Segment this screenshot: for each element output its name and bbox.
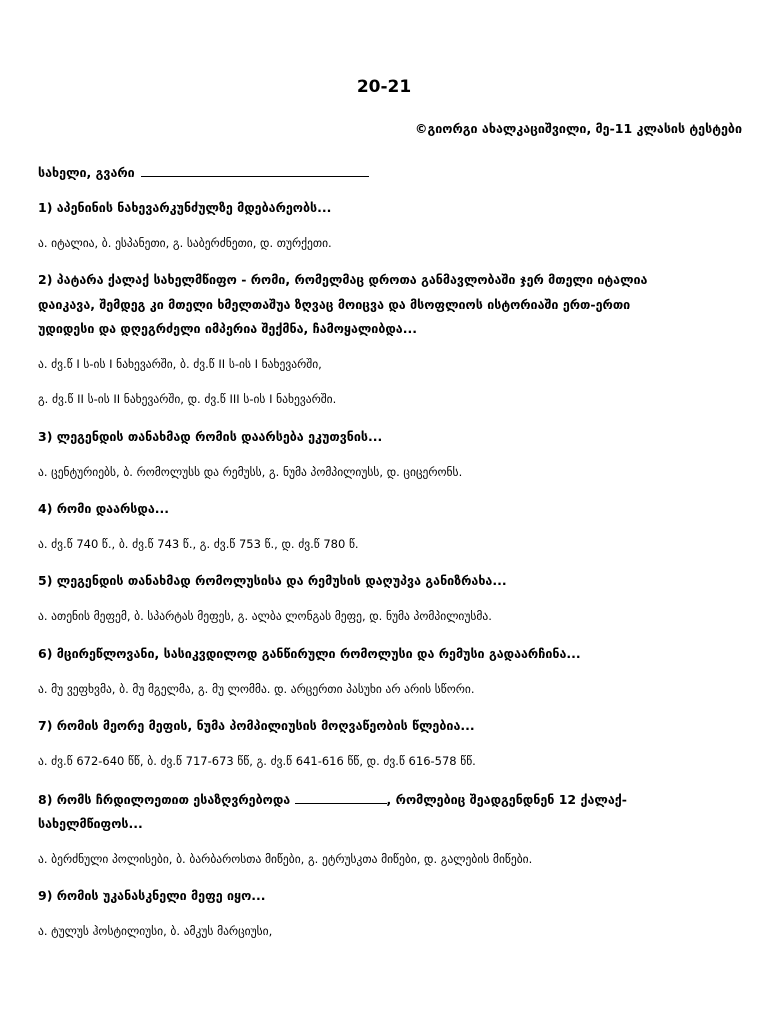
- question-6: 6) მცირეწლოვანი, სასიკვდილოდ განწირული რომოლუსი და რემუსი გადაარჩინა...: [38, 646, 581, 661]
- question-1: 1) აპენინის ნახევარკუნძულზე მდებარეობს...: [38, 200, 332, 215]
- question-3: 3) ლეგენდის თანახმად რომის დაარსება ეკუთვნის...: [38, 429, 383, 444]
- answers-5: ა. ათენის მეფემ, ბ. სპარტას მეფეს, გ. ალბა ლონგას მეფე, დ. ნუმა პომპილიუსმა.: [38, 609, 492, 623]
- question-8-part-1: 8) რომს ჩრდილოეთით ესაზღვრებოდა: [38, 792, 291, 807]
- answers-8: ა. ბერძნული პოლისები, ბ. ბარბაროსთა მიწები, გ. ეტრუსკთა მიწები, დ. გალების მიწები.: [38, 852, 533, 866]
- answers-2-line-2: გ. ძვ.წ II ს-ის II ნახევარში, დ. ძვ.წ III ს-ის I ნახევარში.: [38, 392, 337, 406]
- author-line: ©გიორგი ახალკაციშვილი, მე-11 კლასის ტესტები: [414, 121, 742, 136]
- question-8-line-2: სახელმწიფოს...: [38, 816, 143, 831]
- name-field-line: [38, 163, 369, 180]
- name-blank: [141, 163, 369, 177]
- fill-in-blank: [295, 791, 387, 804]
- question-4: 4) რომი დაარსდა...: [38, 501, 169, 516]
- answers-4: ა. ძვ.წ 740 წ., ბ. ძვ.წ 743 წ., გ. ძვ.წ 753 წ., დ. ძვ.წ 780 წ.: [38, 537, 359, 551]
- question-9: 9) რომის უკანასკნელი მეფე იყო...: [38, 888, 266, 903]
- document-title: 20-21: [356, 77, 412, 97]
- question-8-line-1: [38, 791, 738, 807]
- question-5: 5) ლეგენდის თანახმად რომოლუსისა და რემუსის დაღუპვა განიზრახა...: [38, 573, 507, 588]
- answers-1: ა. იტალია, ბ. ესპანეთი, გ. საბერძნეთი, დ. თურქეთი.: [38, 236, 332, 250]
- question-2-line-2: დაიკავა, შემდეგ კი მთელი ხმელთაშუა ზღვაც მოიცვა და მსოფლიოს ისტორიაში ერთ-ერთი: [38, 297, 631, 312]
- question-2-line-1: 2) პატარა ქალაქ სახელმწიფო - რომი, რომელმაც დროთა განმავლობაში ჯერ მთელი იტალია: [38, 272, 648, 287]
- answers-9: ა. ტულუს ჰოსტილიუსი, ბ. ამკუს მარციუსი,: [38, 924, 273, 938]
- name-label: სახელი, გვარი: [38, 165, 135, 180]
- answers-6: ა. მუ ვეფხვმა, ბ. მუ მგელმა, გ. მუ ლომმა. დ. არცერთი პასუხი არ არის სწორი.: [38, 682, 475, 696]
- answers-2-line-1: ა. ძვ.წ I ს-ის I ნახევარში, ბ. ძვ.წ II ს-ის I ნახევარში,: [38, 357, 322, 371]
- answers-3: ა. ცენტურიებს, ბ. რომოლუსს და რემუსს, გ. ნუმა პომპილიუსს, დ. ციცერონს.: [38, 465, 463, 479]
- question-7: 7) რომის მეორე მეფის, ნუმა პომპილიუსის მოღვაწეობის წლებია...: [38, 718, 475, 733]
- question-8-part-2: , რომლებიც შეადგენდნენ 12 ქალაქ-: [386, 792, 627, 807]
- question-2-line-3: უდიდესი და დღეგრძელი იმპერია შექმნა, ჩამოყალიბდა...: [38, 321, 417, 336]
- answers-7: ა. ძვ.წ 672-640 წწ, ბ. ძვ.წ 717-673 წწ, გ. ძვ.წ 641-616 წწ, დ. ძვ.წ 616-578 წწ.: [38, 754, 476, 768]
